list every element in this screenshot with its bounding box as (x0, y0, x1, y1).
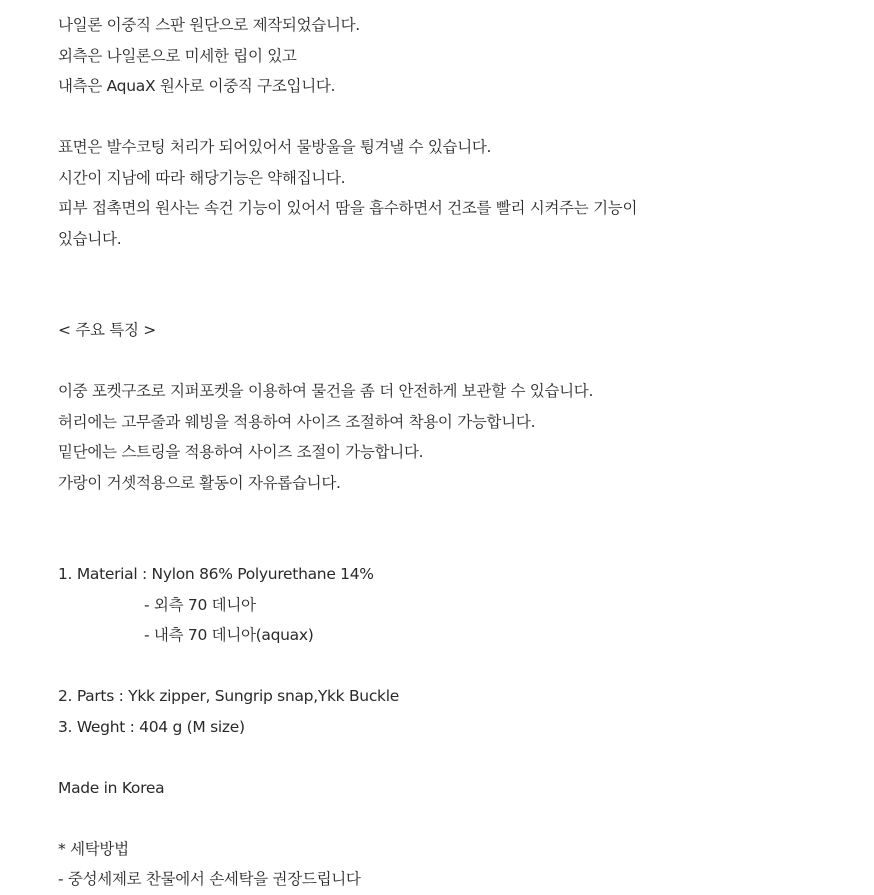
coating-line-1: 표면은 발수코팅 처리가 되어있어서 물방울을 튕겨낼 수 있습니다. (58, 138, 492, 156)
spacer (58, 498, 858, 559)
spec-parts: 2. Parts : Ykk zipper, Sungrip snap,Ykk Buckle (58, 687, 399, 705)
spec-outer: - 외측 70 데니아 (144, 595, 256, 614)
features-section (58, 376, 858, 498)
feature-line-4: 가랑이 거셋적용으로 활동이 자유롭습니다. (58, 473, 341, 492)
care-line-partial: - 중성세제로 찬물에서 손세탁을 권장드립니다 (58, 870, 361, 888)
coating-line-2: 시간이 지남에 따라 해당기능은 약해집니다. (58, 168, 346, 187)
coating-section (58, 132, 858, 254)
coating-line-4: 있습니다. (58, 229, 122, 248)
coating-line-3: 피부 접촉면의 원사는 속건 기능이 있어서 땀을 흡수하면서 건조를 빨리 시켜주는 기능이 (58, 199, 638, 217)
intro-line-2: 외측은 나일론으로 미세한 립이 있고 (58, 46, 297, 65)
spacer (58, 102, 858, 133)
intro-section (58, 10, 858, 102)
origin-text: Made in Korea (58, 778, 165, 797)
feature-line-3: 밑단에는 스트링을 적용하여 사이즈 조절이 가능합니다. (58, 443, 424, 461)
intro-line-1: 나일론 이중직 스판 원단으로 제작되었습니다. (58, 16, 360, 34)
spacer (58, 346, 858, 377)
spacer (58, 254, 858, 315)
spec-weight: 3. Weght : 404 g (M size) (58, 717, 245, 736)
spacer (58, 651, 858, 682)
spacer (58, 803, 858, 834)
feature-line-2: 허리에는 고무줄과 웨빙을 적용하여 사이즈 조절하여 착용이 가능합니다. (58, 412, 536, 431)
spec-material: 1. Material : Nylon 86% Polyurethane 14% (58, 565, 374, 583)
specs-section (58, 559, 858, 742)
spacer (58, 742, 858, 773)
care-heading: * 세탁방법 (58, 839, 129, 858)
intro-line-3: 내측은 AquaX 원사로 이중직 구조입니다. (58, 77, 336, 95)
feature-line-1: 이중 포켓구조로 지퍼포켓을 이용하여 물건을 좀 더 안전하게 보관할 수 있습니다. (58, 382, 594, 400)
product-description (58, 10, 858, 888)
features-heading: < 주요 특징 > (58, 321, 156, 339)
spec-inner: - 내측 70 데니아(aquax) (144, 626, 314, 644)
